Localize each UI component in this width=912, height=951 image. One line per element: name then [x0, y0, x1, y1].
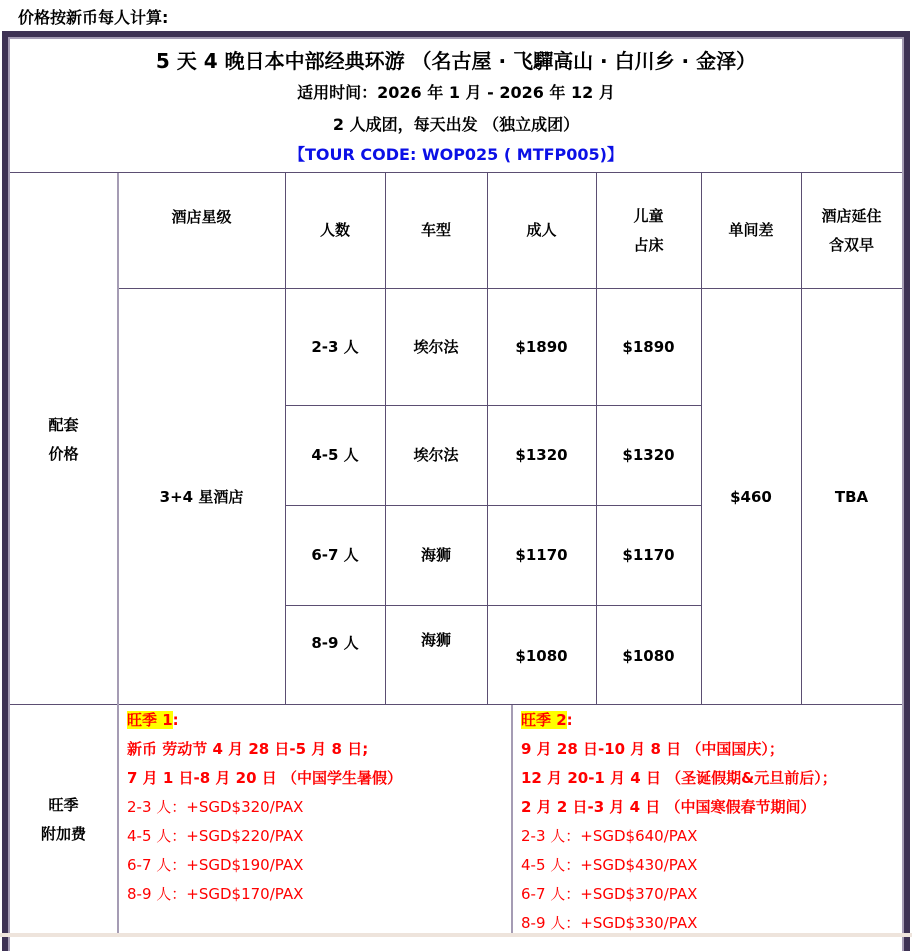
row-divider: [285, 605, 701, 606]
peak-label-line2: 附加费: [40, 825, 86, 843]
row-vehicle: 海狮: [420, 630, 451, 649]
package-label-line2: 价格: [48, 445, 79, 463]
season-tag-colon: :: [566, 711, 573, 729]
surcharge-line: 2-3 人：+SGD$320/PAX: [127, 798, 304, 816]
group-info: 2 人成团，每天出发 （独立成团）: [332, 115, 580, 134]
header-vehicle: 车型: [420, 221, 451, 239]
hotel-star-value: 3+4 星酒店: [159, 487, 244, 506]
window-bottom-edge: [0, 933, 912, 937]
season-tag: 旺季 2: [521, 711, 567, 729]
row-child-price: $1320: [622, 446, 675, 464]
peak-label-line1: 旺季: [48, 796, 79, 814]
package-price-label: [10, 410, 117, 470]
header-child-line2: 占床: [633, 235, 664, 254]
header-single-supplement: 单间差: [728, 221, 774, 239]
row-vehicle: 埃尔法: [413, 446, 459, 464]
header-pax: 人数: [319, 221, 350, 239]
surcharge-line: 8-9 人：+SGD$170/PAX: [127, 885, 304, 903]
row-child-price: $1890: [622, 337, 675, 356]
season-tag: 旺季 1: [127, 711, 173, 729]
header-extension-line1: 酒店延住: [821, 206, 882, 225]
surcharge-line: 2-3 人：+SGD$640/PAX: [521, 827, 698, 845]
row-adult-price: $1080: [515, 646, 568, 665]
package-label-line1: 配套: [48, 416, 79, 434]
surcharge-line: 4-5 人：+SGD$220/PAX: [127, 827, 304, 845]
col-divider: [117, 173, 119, 937]
tour-title-block: [10, 40, 902, 172]
row-pax: 6-7 人: [311, 546, 359, 564]
validity-period: 适用时间：2026 年 1 月 - 2026 年 12 月: [297, 83, 615, 102]
col-divider: [511, 705, 513, 937]
season-tag-colon: :: [172, 711, 179, 729]
season-date: 9 月 28 日-10 月 8 日 （中国国庆）；: [521, 740, 784, 758]
row-adult-price: $1170: [515, 546, 568, 564]
row-child-price: $1170: [622, 546, 675, 564]
header-hotel-extension: [801, 173, 902, 288]
season-date: 12 月 20-1 月 4 日 （圣诞假期&元旦前后）；: [521, 769, 837, 787]
row-child-price: $1080: [622, 646, 675, 665]
page-caption: 价格按新币每人计算:: [18, 8, 169, 27]
row-vehicle: 埃尔法: [413, 337, 459, 356]
row-adult-price: $1890: [515, 337, 568, 356]
tour-code: 【TOUR CODE: WOP025 ( MTFP005)】: [289, 145, 623, 164]
tour-title: 5 天 4 晚日本中部经典环游 （名古屋 · 飞驒高山 · 白川乡 · 金泽）: [155, 49, 757, 73]
row-pax: 8-9 人: [311, 633, 359, 652]
season-date: 新币 劳动节 4 月 28 日-5 月 8 日;: [127, 740, 369, 758]
hotel-extension-value: TBA: [834, 487, 869, 506]
surcharge-line: 4-5 人：+SGD$430/PAX: [521, 856, 698, 874]
peak-season-2: [521, 706, 837, 938]
row-pax: 4-5 人: [311, 446, 359, 464]
surcharge-line: 6-7 人：+SGD$190/PAX: [127, 856, 304, 874]
surcharge-line: 6-7 人：+SGD$370/PAX: [521, 885, 698, 903]
header-child-line1: 儿童: [633, 206, 664, 225]
season-date: 2 月 2 日-3 月 4 日 （中国寒假春节期间）: [521, 798, 816, 816]
single-supplement-value: $460: [730, 487, 772, 506]
header-adult: 成人: [526, 221, 557, 239]
row-vehicle: 海狮: [420, 546, 451, 564]
row-adult-price: $1320: [515, 446, 568, 464]
row-divider: [10, 704, 902, 705]
row-pax: 2-3 人: [311, 337, 359, 356]
header-child-bed: [596, 173, 701, 288]
header-hotel-star: 酒店星级: [171, 207, 232, 226]
surcharge-line: 8-9 人：+SGD$330/PAX: [521, 914, 698, 932]
peak-season-1: [127, 706, 402, 909]
season-date: 7 月 1 日-8 月 20 日 （中国学生暑假）: [127, 769, 402, 787]
header-extension-line2: 含双早: [828, 235, 874, 254]
peak-surcharge-label: [10, 790, 117, 850]
